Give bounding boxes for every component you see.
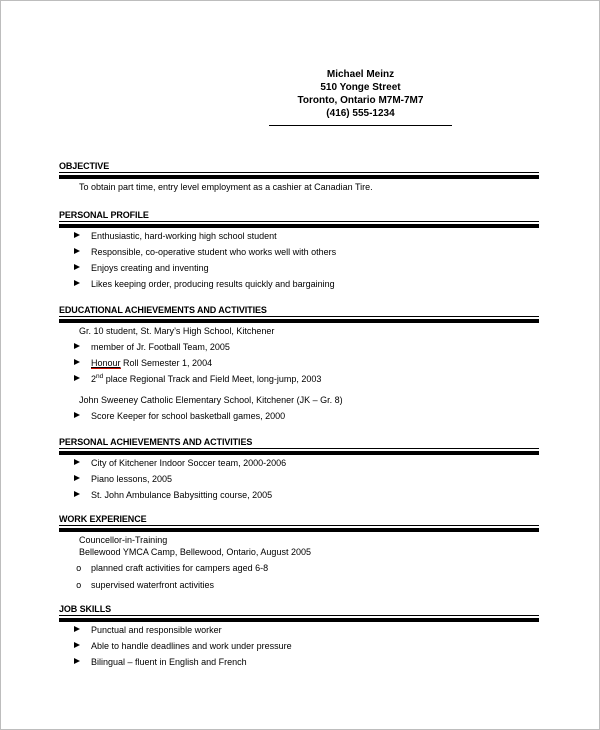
section-body [59, 325, 539, 422]
contact-street: 510 Yonge Street [320, 82, 401, 93]
arrow-bullet-icon [74, 278, 91, 290]
arrow-bullet-icon [74, 489, 91, 501]
item-text: Likes keeping order, producing results quickly and bargaining [91, 279, 335, 289]
contact-phone: (416) 555-1234 [326, 108, 395, 119]
list-item [59, 562, 539, 575]
item-text: To obtain part time, entry level employment as a cashier at Canadian Tire. [79, 182, 373, 192]
list-item [59, 624, 539, 636]
list-item [59, 489, 539, 501]
item-text: City of Kitchener Indoor Soccer team, 2000-2006 [91, 458, 287, 468]
section-divider [59, 224, 539, 228]
section-divider [59, 451, 539, 455]
section-title: OBJECTIVE [59, 161, 539, 173]
section-body [59, 181, 539, 193]
arrow-bullet-icon [74, 373, 91, 385]
list-item [59, 473, 539, 485]
circle-bullet-icon: o [76, 581, 82, 591]
section-body [59, 624, 539, 668]
arrow-bullet-icon [74, 357, 91, 369]
contact-name: Michael Meinz [326, 69, 395, 80]
contact-city: Toronto, Ontario M7M-7M7 [297, 95, 424, 106]
paragraph [79, 325, 539, 337]
item-text: Score Keeper for school basketball games, 2000 [91, 411, 286, 421]
section-educational-achievements [59, 305, 539, 422]
item-text: Responsible, co-operative student who works well with others [91, 247, 337, 257]
section-title: PERSONAL PROFILE [59, 210, 539, 222]
list-item [59, 278, 539, 290]
list-item [59, 410, 539, 422]
list-item [59, 230, 539, 242]
list-item [59, 341, 539, 353]
arrow-bullet-icon [74, 640, 91, 652]
list-item [59, 640, 539, 652]
arrow-bullet-icon [74, 457, 91, 469]
item-text: Honour Roll Semester 1, 2004 [91, 358, 213, 368]
paragraph [79, 546, 539, 558]
arrow-bullet-icon [74, 624, 91, 636]
arrow-bullet-icon [74, 656, 91, 668]
paragraph [79, 394, 539, 406]
section-personal-achievements [59, 437, 539, 501]
section-divider [59, 319, 539, 323]
item-text: Able to handle deadlines and work under pressure [91, 641, 292, 651]
arrow-bullet-icon [74, 246, 91, 258]
contact-block [269, 68, 452, 126]
section-personal-profile [59, 210, 539, 290]
section-divider [59, 618, 539, 622]
item-text: John Sweeney Catholic Elementary School, Kitchener (JK – Gr. 8) [79, 395, 343, 405]
list-item [59, 457, 539, 469]
circle-bullet-icon: o [76, 564, 82, 574]
list-item [59, 656, 539, 668]
section-divider [59, 528, 539, 532]
item-text: Enjoys creating and inventing [91, 263, 209, 273]
arrow-bullet-icon [74, 410, 91, 422]
arrow-bullet-icon [74, 230, 91, 242]
item-text: Bellewood YMCA Camp, Bellewood, Ontario, August 2005 [79, 547, 311, 557]
section-body [59, 457, 539, 501]
item-text: 2nd place Regional Track and Field Meet, long-jump, 2003 [91, 373, 322, 384]
section-title: EDUCATIONAL ACHIEVEMENTS AND ACTIVITIES [59, 305, 539, 317]
item-text: supervised waterfront activities [91, 580, 215, 590]
paragraph [79, 181, 539, 193]
section-title: JOB SKILLS [59, 604, 539, 616]
list-item [59, 357, 539, 369]
item-text: Bilingual – fluent in English and French [91, 657, 247, 667]
section-body [59, 230, 539, 290]
list-item [59, 579, 539, 592]
list-item [59, 246, 539, 258]
section-job-skills [59, 604, 539, 668]
arrow-bullet-icon [74, 473, 91, 485]
list-item [59, 262, 539, 274]
section-title: WORK EXPERIENCE [59, 514, 539, 526]
item-text: Enthusiastic, hard-working high school student [91, 231, 277, 241]
item-text: Piano lessons, 2005 [91, 474, 173, 484]
arrow-bullet-icon [74, 341, 91, 353]
item-text: Gr. 10 student, St. Mary’s High School, Kitchener [79, 326, 275, 336]
item-text: St. John Ambulance Babysitting course, 2005 [91, 490, 273, 500]
spacer [59, 385, 539, 390]
section-divider [59, 175, 539, 179]
section-body [59, 534, 539, 592]
item-text: Punctual and responsible worker [91, 625, 222, 635]
item-text: Councellor-in-Training [79, 535, 168, 545]
section-work-experience [59, 514, 539, 592]
arrow-bullet-icon [74, 262, 91, 274]
item-text: planned craft activities for campers aged 6-8 [91, 563, 269, 573]
section-title: PERSONAL ACHIEVEMENTS AND ACTIVITIES [59, 437, 539, 449]
list-item [59, 373, 539, 385]
paragraph [79, 534, 539, 546]
section-objective [59, 161, 539, 193]
item-text: member of Jr. Football Team, 2005 [91, 342, 230, 352]
